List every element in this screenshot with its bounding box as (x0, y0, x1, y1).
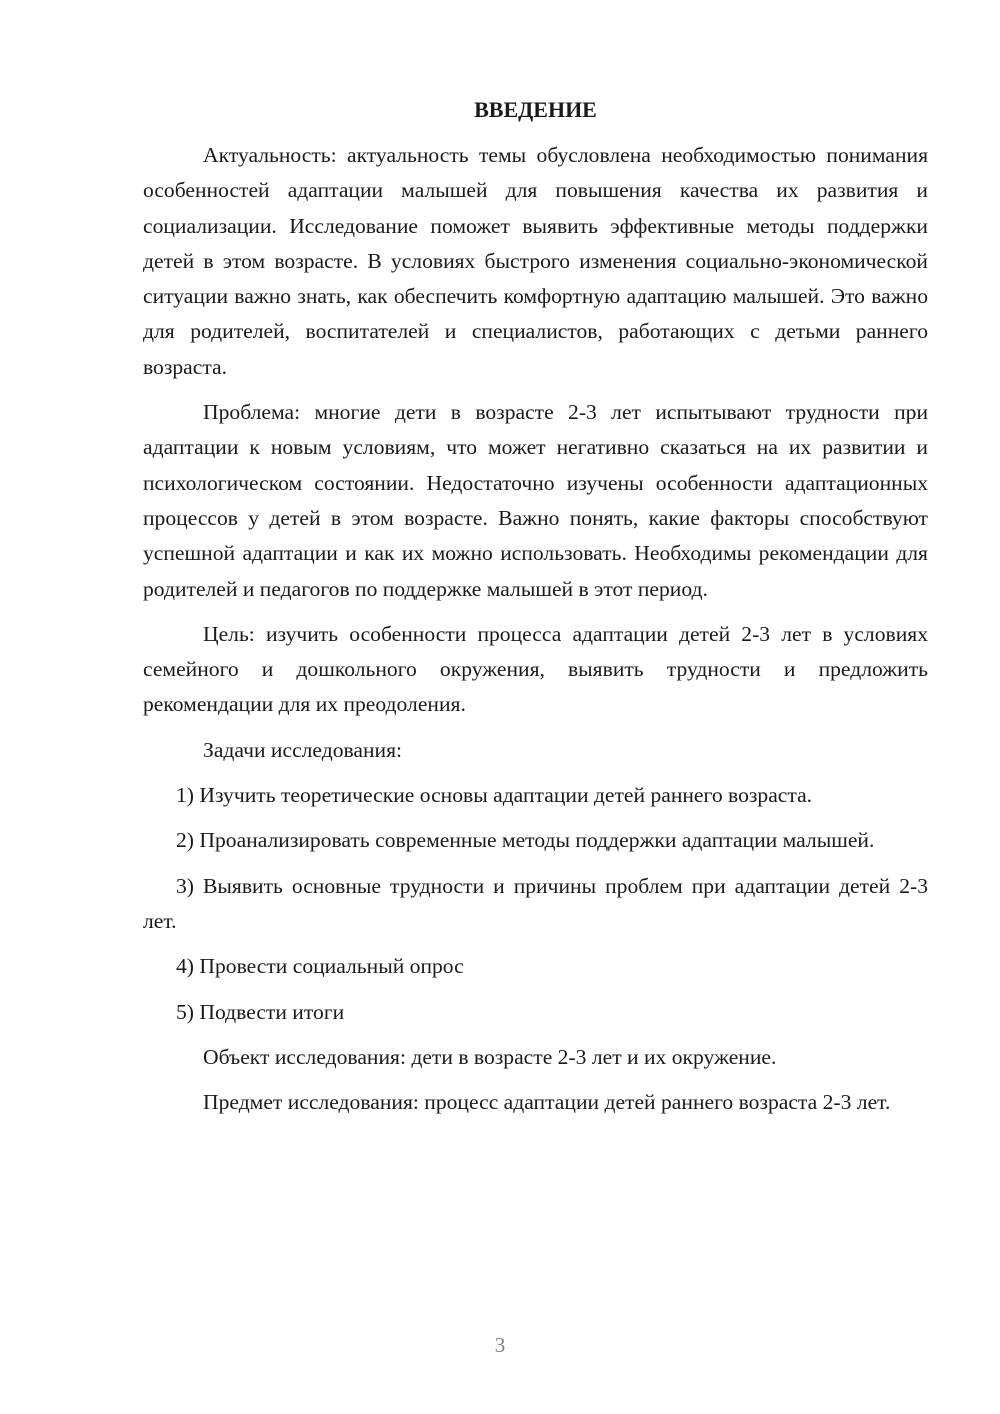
task-item-5: 5) Подвести итоги (176, 999, 345, 1024)
task-item-2: 2) Проанализировать современные методы поддержки адаптации малышей. (176, 828, 875, 853)
page-number: 3 (494, 1333, 506, 1357)
document-page (143, 92, 928, 1130)
paragraph-problem: Проблема: многие дети в возрасте 2-3 лет испытывают трудности при адаптации к новым условиям, что может негативно сказаться на их развитии и психологическом состоянии. Недостаточно изучены особенности адаптационных процессов у детей в этом возрасте. Важно понять, какие факторы способствуют успешной адаптации и как их можно использовать. Необходимы рекомендации для родителей и педагогов по поддержке малышей в этот период. (143, 400, 928, 601)
task-item-3: 3) Выявить основные трудности и причины проблем при адаптации детей 2-3 лет. (143, 873, 928, 933)
paragraph-subject: Предмет исследования: процесс адаптации детей раннего возраста 2-3 лет. (203, 1090, 891, 1115)
paragraph-goal: Цель: изучить особенности процесса адаптации детей 2-3 лет в условиях семейного и дошкольного окружения, выявить трудности и предложить рекомендации для их преодоления. (143, 621, 928, 717)
paragraph-tasks-title: Задачи исследования: (203, 737, 403, 762)
section-heading: ВВЕДЕНИЕ (474, 97, 597, 122)
task-item-4: 4) Провести социальный опрос (176, 954, 464, 979)
paragraph-object: Объект исследования: дети в возрасте 2-3 лет и их окружение. (203, 1044, 777, 1069)
paragraph-relevance: Актуальность: актуальность темы обусловлена необходимостью понимания особенностей адаптации малышей для повышения качества их развития и социализации. Исследование поможет выявить эффективные методы поддержки детей в этом возрасте. В условиях быстрого изменения социально-экономической ситуации важно знать, как обеспечить комфортную адаптацию малышей. Это важно для родителей, воспитателей и специалистов, работающих с детьми раннего возраста. (143, 143, 928, 379)
task-item-1: 1) Изучить теоретические основы адаптации детей раннего возраста. (176, 783, 813, 808)
